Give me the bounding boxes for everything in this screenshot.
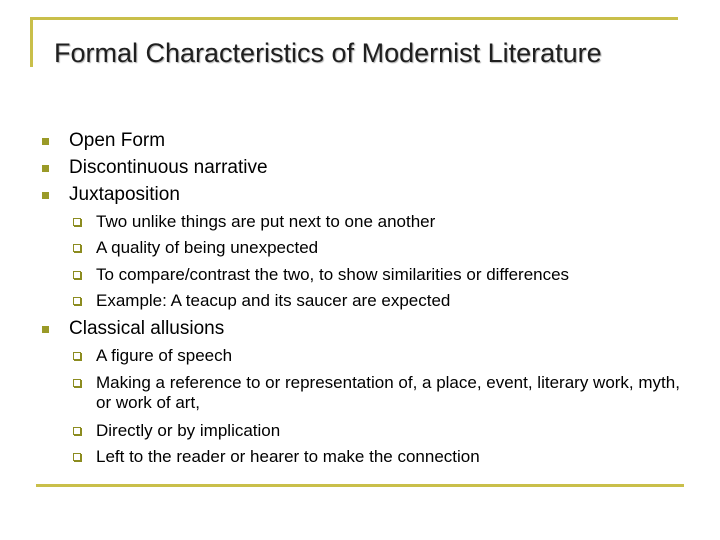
hollow-square-bullet-icon xyxy=(73,244,81,252)
slide-title: Formal Characteristics of Modernist Literature xyxy=(54,38,602,68)
sub-bullet-item: Example: A teacup and its saucer are expected xyxy=(96,291,451,310)
sub-bullet-item: Directly or by implication xyxy=(96,421,281,440)
sub-bullet-item: Left to the reader or hearer to make the connection xyxy=(96,447,480,466)
bullet-item: Juxtaposition xyxy=(69,184,180,205)
bullet-item: Open Form xyxy=(69,130,166,151)
bullet-item: Classical allusions xyxy=(69,318,225,339)
sub-bullet-item: Two unlike things are put next to one another xyxy=(96,212,436,231)
hollow-square-bullet-icon xyxy=(73,453,81,461)
hollow-square-bullet-icon xyxy=(73,427,81,435)
square-bullet-icon xyxy=(42,192,49,199)
bullet-item: Discontinuous narrative xyxy=(69,157,268,178)
sub-bullet-item: A quality of being unexpected xyxy=(96,238,319,257)
sub-bullet-item: To compare/contrast the two, to show similarities or differences xyxy=(96,265,570,284)
square-bullet-icon xyxy=(42,138,49,145)
sub-bullet-item: A figure of speech xyxy=(96,346,233,365)
square-bullet-icon xyxy=(42,326,49,333)
hollow-square-bullet-icon xyxy=(73,352,81,360)
square-bullet-icon xyxy=(42,165,49,172)
hollow-square-bullet-icon xyxy=(73,379,81,387)
hollow-square-bullet-icon xyxy=(73,297,81,305)
hollow-square-bullet-icon xyxy=(73,218,81,226)
sub-bullet-item: Making a reference to or representation of, a place, event, literary work, myth, or work of art, xyxy=(96,373,680,412)
hollow-square-bullet-icon xyxy=(73,271,81,279)
